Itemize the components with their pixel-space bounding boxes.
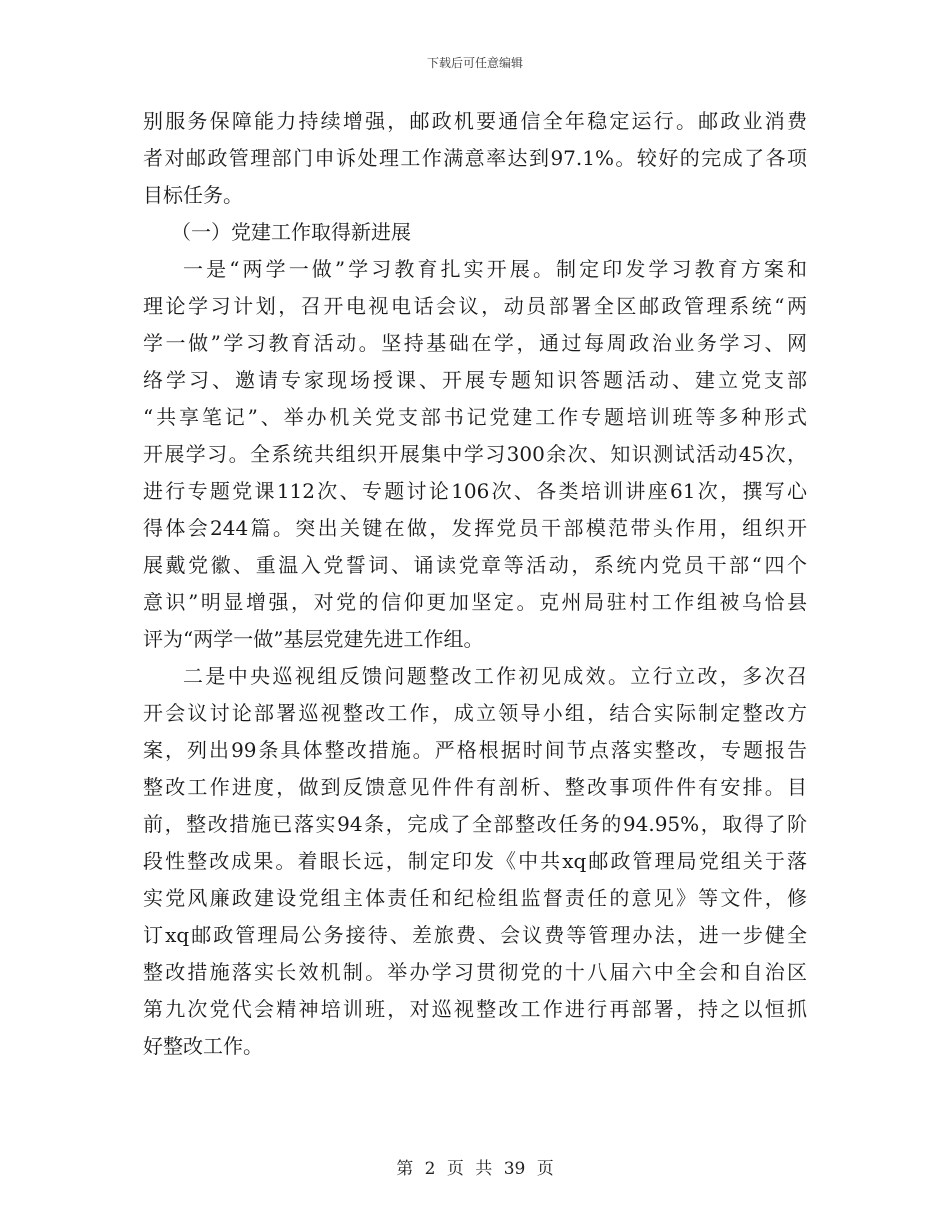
text-line: 络学习、邀请专家现场授课、开展专题知识答题活动、建立党支部 — [143, 368, 807, 392]
text-line: 实党风廉政建设党组主体责任和纪检组监督责任的意见》等文件，修 — [143, 886, 807, 910]
text-line: 评为“两学一做”基层党建先进工作组。 — [143, 627, 484, 651]
page-header: 下载后可任意编辑 — [426, 56, 523, 70]
text-line: 案，列出99条具体整改措施。严格根据时间节点落实整改，专题报告 — [143, 738, 807, 762]
text-line: 订xq邮政管理局公务接待、差旅费、会议费等管理办法，进一步健全 — [143, 923, 807, 947]
text-line: 目标任务。 — [143, 183, 243, 207]
text-line: 理论学习计划，召开电视电话会议，动员部署全区邮政管理系统“两 — [143, 294, 807, 318]
text-line: 段性整改成果。着眼长远，制定印发《中共xq邮政管理局党组关于落 — [143, 849, 807, 873]
text-line: 整改措施落实长效机制。举办学习贯彻党的十八届六中全会和自治区 — [143, 960, 807, 984]
text-line: 二是中央巡视组反馈问题整改工作初见成效。立行立改，多次召 — [183, 664, 807, 688]
text-line: 整改工作进度，做到反馈意见件件有剖析、整改事项件件有安排。目 — [143, 775, 807, 799]
text-line: 意识”明显增强，对党的信仰更加坚定。克州局驻村工作组被乌恰县 — [143, 590, 807, 614]
text-line: （一）党建工作取得新进展 — [171, 220, 411, 244]
text-line: 进行专题党课112次、专题讨论106次、各类培训讲座61次，撰写心 — [143, 479, 807, 503]
text-line: “共享笔记”、举办机关党支部书记党建工作专题培训班等多种形式 — [143, 405, 807, 429]
text-line: 得体会244篇。突出关键在做，发挥党员干部模范带头作用，组织开 — [143, 516, 807, 540]
text-line: 好整改工作。 — [143, 1034, 263, 1058]
document-body — [143, 103, 807, 1065]
text-line: 第九次党代会精神培训班，对巡视整改工作进行再部署，持之以恒抓 — [143, 997, 807, 1021]
text-line: 一是“两学一做”学习教育扎实开展。制定印发学习教育方案和 — [183, 257, 807, 281]
page-number: 第 2 页 共 39 页 — [396, 1159, 554, 1179]
text-line: 展戴党徽、重温入党誓词、诵读党章等活动，系统内党员干部“四个 — [143, 553, 807, 577]
text-line: 别服务保障能力持续增强，邮政机要通信全年稳定运行。邮政业消费 — [143, 109, 807, 133]
text-line: 者对邮政管理部门申诉处理工作满意率达到97.1%。较好的完成了各项 — [143, 146, 807, 170]
text-line: 前，整改措施已落实94条，完成了全部整改任务的94.95%，取得了阶 — [143, 812, 807, 836]
text-line: 学一做”学习教育活动。坚持基础在学，通过每周政治业务学习、网 — [143, 331, 807, 355]
text-line: 开展学习。全系统共组织开展集中学习300余次、知识测试活动45次， — [143, 442, 807, 466]
text-line: 开会议讨论部署巡视整改工作，成立领导小组，结合实际制定整改方 — [143, 701, 807, 725]
